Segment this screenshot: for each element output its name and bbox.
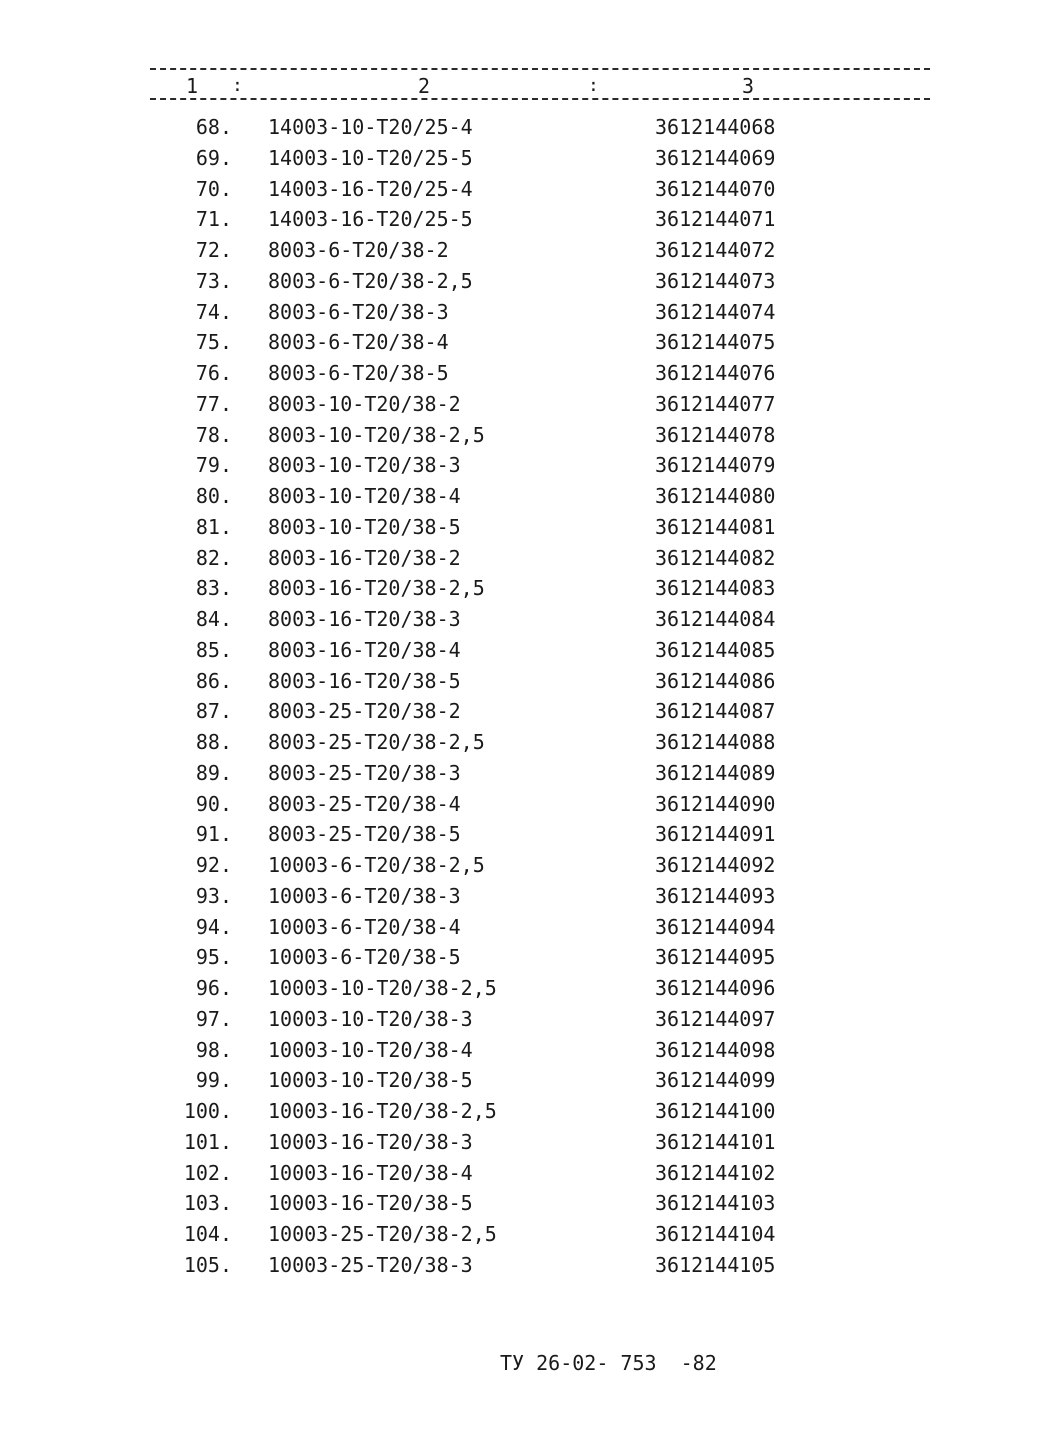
row-designation: 8003-25-T20/38-2	[268, 699, 461, 724]
row-code: 3612144085	[655, 637, 776, 662]
column-header-3: 3	[742, 74, 755, 98]
table-row	[0, 204, 1052, 235]
table-row	[0, 450, 1052, 481]
row-number: 105.	[183, 1252, 232, 1277]
row-designation: 8003-25-T20/38-5	[268, 822, 461, 847]
row-number: 84.	[195, 607, 232, 631]
row-number: 85.	[195, 637, 232, 662]
header-top-rule	[150, 68, 930, 70]
table-row	[0, 1188, 1052, 1219]
row-code: 3612144079	[655, 453, 776, 478]
row-number: 74.	[195, 299, 232, 324]
row-designation: 10003-25-T20/38-2,5	[268, 1222, 497, 1246]
row-designation: 8003-16-T20/38-2,5	[268, 576, 485, 601]
table-row	[0, 635, 1052, 666]
row-designation: 10003-16-T20/38-5	[268, 1191, 473, 1216]
row-code: 3612144096	[655, 976, 776, 1000]
row-designation: 8003-10-T20/38-2,5	[268, 422, 485, 447]
row-code: 3612144102	[655, 1160, 776, 1185]
row-code: 3612144101	[655, 1129, 776, 1154]
row-code: 3612144103	[655, 1191, 776, 1216]
row-designation: 8003-6-T20/38-5	[268, 361, 449, 385]
footer-document-code: ТУ 26-02- 753	[500, 1351, 657, 1375]
footer-page-number: -82	[680, 1351, 717, 1375]
row-code: 3612144081	[655, 514, 776, 539]
table-row	[0, 973, 1052, 1004]
column-separator-1: :	[232, 75, 243, 96]
row-designation: 10003-10-T20/38-3	[268, 1006, 473, 1031]
table-row	[0, 1219, 1052, 1250]
row-number: 83.	[195, 576, 232, 601]
row-number: 79.	[195, 453, 232, 478]
row-code: 3612144077	[655, 391, 776, 416]
table-row	[0, 266, 1052, 297]
row-number: 93.	[195, 883, 232, 908]
row-code: 3612144094	[655, 914, 776, 939]
table-row	[0, 420, 1052, 451]
row-number: 72.	[195, 238, 232, 262]
row-code: 3612144087	[655, 699, 776, 724]
table-row	[0, 1065, 1052, 1096]
row-designation: 8003-25-T20/38-3	[268, 760, 461, 785]
row-designation: 8003-6-T20/38-3	[268, 299, 449, 324]
table-row	[0, 696, 1052, 727]
row-number: 77.	[195, 391, 232, 416]
header-bottom-rule	[150, 98, 930, 100]
row-designation: 10003-25-T20/38-3	[268, 1252, 473, 1277]
row-number: 97.	[195, 1006, 232, 1031]
row-designation: 8003-25-T20/38-4	[268, 791, 461, 816]
row-code: 3612144069	[655, 145, 776, 170]
row-code: 3612144071	[655, 207, 776, 232]
row-designation: 8003-10-T20/38-3	[268, 453, 461, 478]
row-code: 3612144093	[655, 883, 776, 908]
row-designation: 8003-25-T20/38-2,5	[268, 730, 485, 754]
table-row	[0, 666, 1052, 697]
row-number: 102.	[183, 1160, 232, 1185]
row-number: 69.	[195, 145, 232, 170]
row-number: 71.	[195, 207, 232, 232]
row-number: 75.	[195, 330, 232, 355]
row-code: 3612144084	[655, 607, 776, 631]
table-row	[0, 573, 1052, 604]
table-row	[0, 942, 1052, 973]
row-number: 98.	[195, 1037, 232, 1062]
row-designation: 10003-16-T20/38-4	[268, 1160, 473, 1185]
row-code: 3612144086	[655, 668, 776, 693]
row-code: 3612144078	[655, 422, 776, 447]
table-row	[0, 512, 1052, 543]
row-code: 3612144092	[655, 853, 776, 877]
table-row	[0, 604, 1052, 635]
row-number: 73.	[195, 268, 232, 293]
table-row	[0, 389, 1052, 420]
row-number: 76.	[195, 361, 232, 385]
row-code: 3612144098	[655, 1037, 776, 1062]
row-number: 104.	[183, 1222, 232, 1246]
row-designation: 8003-16-T20/38-3	[268, 607, 461, 631]
table-row	[0, 543, 1052, 574]
table-row	[0, 358, 1052, 389]
row-number: 100.	[183, 1099, 232, 1123]
row-designation: 14003-16-T20/25-4	[268, 176, 473, 201]
table-row	[0, 758, 1052, 789]
row-code: 3612144090	[655, 791, 776, 816]
row-code: 3612144095	[655, 945, 776, 970]
row-designation: 8003-6-T20/38-4	[268, 330, 449, 355]
table-row	[0, 819, 1052, 850]
row-number: 94.	[195, 914, 232, 939]
table-row	[0, 174, 1052, 205]
row-designation: 10003-6-T20/38-4	[268, 914, 461, 939]
row-designation: 8003-16-T20/38-2	[268, 545, 461, 570]
row-number: 88.	[195, 730, 232, 754]
row-designation: 14003-10-T20/25-4	[268, 115, 473, 139]
row-number: 70.	[195, 176, 232, 201]
table-row	[0, 1096, 1052, 1127]
row-number: 81.	[195, 514, 232, 539]
table-row	[0, 1004, 1052, 1035]
row-code: 3612144068	[655, 115, 776, 139]
row-code: 3612144075	[655, 330, 776, 355]
row-code: 3612144097	[655, 1006, 776, 1031]
row-code: 3612144076	[655, 361, 776, 385]
column-header-1: 1	[186, 74, 199, 98]
row-designation: 10003-6-T20/38-3	[268, 883, 461, 908]
row-code: 3612144080	[655, 484, 776, 508]
row-code: 3612144088	[655, 730, 776, 754]
table-row	[0, 327, 1052, 358]
row-designation: 14003-10-T20/25-5	[268, 145, 473, 170]
row-number: 96.	[195, 976, 232, 1000]
row-number: 90.	[195, 791, 232, 816]
row-number: 92.	[195, 853, 232, 877]
table-row	[0, 881, 1052, 912]
table-row	[0, 112, 1052, 143]
row-designation: 10003-10-T20/38-4	[268, 1037, 473, 1062]
row-designation: 14003-16-T20/25-5	[268, 207, 473, 232]
row-code: 3612144073	[655, 268, 776, 293]
row-code: 3612144104	[655, 1222, 776, 1246]
row-code: 3612144083	[655, 576, 776, 601]
table-row	[0, 912, 1052, 943]
row-designation: 8003-6-T20/38-2,5	[268, 268, 473, 293]
row-number: 86.	[195, 668, 232, 693]
row-code: 3612144070	[655, 176, 776, 201]
row-code: 3612144089	[655, 760, 776, 785]
table-row	[0, 850, 1052, 881]
row-designation: 10003-6-T20/38-5	[268, 945, 461, 970]
table-row	[0, 297, 1052, 328]
row-number: 101.	[183, 1129, 232, 1154]
row-designation: 10003-6-T20/38-2,5	[268, 853, 485, 877]
row-number: 82.	[195, 545, 232, 570]
row-number: 91.	[195, 822, 232, 847]
table-row	[0, 1250, 1052, 1281]
table-row	[0, 481, 1052, 512]
row-number: 80.	[195, 484, 232, 508]
row-designation: 8003-16-T20/38-4	[268, 637, 461, 662]
row-number: 78.	[195, 422, 232, 447]
row-designation: 8003-10-T20/38-2	[268, 391, 461, 416]
row-designation: 10003-16-T20/38-2,5	[268, 1099, 497, 1123]
row-number: 99.	[195, 1068, 232, 1093]
row-number: 103.	[183, 1191, 232, 1216]
row-code: 3612144099	[655, 1068, 776, 1093]
row-number: 68.	[195, 115, 232, 139]
row-number: 89.	[195, 760, 232, 785]
row-code: 3612144091	[655, 822, 776, 847]
row-designation: 8003-10-T20/38-4	[268, 484, 461, 508]
column-header-2: 2	[418, 74, 431, 98]
column-separator-2: :	[588, 75, 599, 96]
table-row	[0, 235, 1052, 266]
table-row	[0, 1035, 1052, 1066]
row-number: 95.	[195, 945, 232, 970]
row-code: 3612144074	[655, 299, 776, 324]
table-row	[0, 1158, 1052, 1189]
row-code: 3612144082	[655, 545, 776, 570]
row-designation: 10003-10-T20/38-2,5	[268, 976, 497, 1000]
table-row	[0, 1127, 1052, 1158]
row-designation: 8003-6-T20/38-2	[268, 238, 449, 262]
row-code: 3612144105	[655, 1252, 776, 1277]
page-footer	[500, 1350, 717, 1376]
table-row	[0, 789, 1052, 820]
row-code: 3612144072	[655, 238, 776, 262]
table-row	[0, 727, 1052, 758]
row-designation: 8003-16-T20/38-5	[268, 668, 461, 693]
row-number: 87.	[195, 699, 232, 724]
row-designation: 10003-16-T20/38-3	[268, 1129, 473, 1154]
table-body	[0, 112, 1052, 1281]
row-designation: 10003-10-T20/38-5	[268, 1068, 473, 1093]
row-code: 3612144100	[655, 1099, 776, 1123]
table-row	[0, 143, 1052, 174]
row-designation: 8003-10-T20/38-5	[268, 514, 461, 539]
